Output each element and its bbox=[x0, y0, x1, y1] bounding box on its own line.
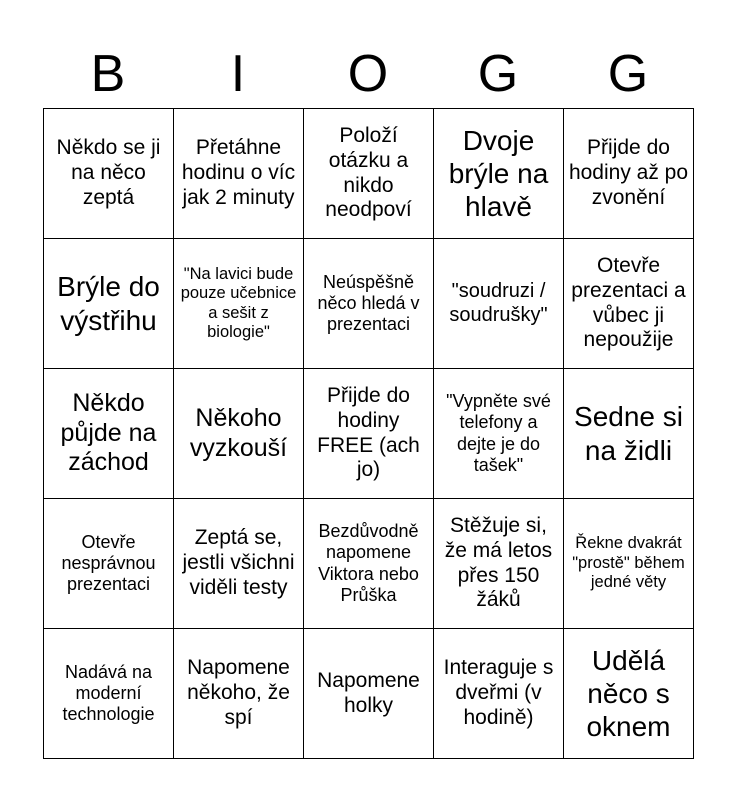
bingo-cell[interactable]: Přijde do hodiny až po zvonění bbox=[564, 109, 694, 239]
bingo-cell[interactable]: Brýle do výstřihu bbox=[44, 239, 174, 369]
board-row bbox=[44, 499, 694, 629]
board-row bbox=[44, 629, 694, 759]
bingo-cell[interactable]: Udělá něco s oknem bbox=[564, 629, 694, 759]
bingo-cell[interactable]: Neúspěšně něco hledá v prezentaci bbox=[304, 239, 434, 369]
bingo-cell[interactable]: Přetáhne hodinu o víc jak 2 minuty bbox=[174, 109, 304, 239]
bingo-cell[interactable]: Dvoje brýle na hlavě bbox=[434, 109, 564, 239]
header-letter: G bbox=[477, 45, 519, 103]
bingo-cell[interactable]: Napomene někoho, že spí bbox=[174, 629, 304, 759]
bingo-cell[interactable]: Řekne dvakrát "prostě" během jedné věty bbox=[564, 499, 694, 629]
bingo-cell[interactable]: Někoho vyzkouší bbox=[174, 369, 304, 499]
bingo-cell[interactable]: Někdo půjde na záchod bbox=[44, 369, 174, 499]
bingo-header bbox=[43, 42, 693, 106]
board-row bbox=[44, 239, 694, 369]
header-letter: B bbox=[90, 45, 126, 103]
bingo-cell[interactable]: "Na lavici bude pouze učebnice a sešit z biologie" bbox=[174, 239, 304, 369]
bingo-board bbox=[43, 108, 694, 759]
bingo-cell[interactable]: Stěžuje si, že má letos přes 150 žáků bbox=[434, 499, 564, 629]
bingo-cell[interactable]: Nadává na moderní technologie bbox=[44, 629, 174, 759]
bingo-cell[interactable]: Interaguje s dveřmi (v hodině) bbox=[434, 629, 564, 759]
board-row bbox=[44, 109, 694, 239]
bingo-cell[interactable]: "soudruzi / soudrušky" bbox=[434, 239, 564, 369]
bingo-cell[interactable]: Otevře prezentaci a vůbec ji nepoužije bbox=[564, 239, 694, 369]
bingo-cell[interactable]: "Vypněte své telefony a dejte je do tašek" bbox=[434, 369, 564, 499]
bingo-cell[interactable]: Položí otázku a nikdo neodpoví bbox=[304, 109, 434, 239]
bingo-cell[interactable]: Zeptá se, jestli všichni viděli testy bbox=[174, 499, 304, 629]
header-letter: I bbox=[230, 45, 246, 103]
bingo-cell[interactable]: Někdo se ji na něco zeptá bbox=[44, 109, 174, 239]
bingo-cell[interactable]: Bezdůvodně napomene Viktora nebo Průška bbox=[304, 499, 434, 629]
bingo-cell[interactable]: Napomene holky bbox=[304, 629, 434, 759]
board-row bbox=[44, 369, 694, 499]
bingo-cell[interactable]: Otevře nesprávnou prezentaci bbox=[44, 499, 174, 629]
bingo-cell[interactable]: Sedne si na židli bbox=[564, 369, 694, 499]
header-letter: G bbox=[607, 45, 649, 103]
bingo-cell[interactable]: Přijde do hodiny FREE (ach jo) bbox=[304, 369, 434, 499]
header-letter: O bbox=[347, 45, 389, 103]
